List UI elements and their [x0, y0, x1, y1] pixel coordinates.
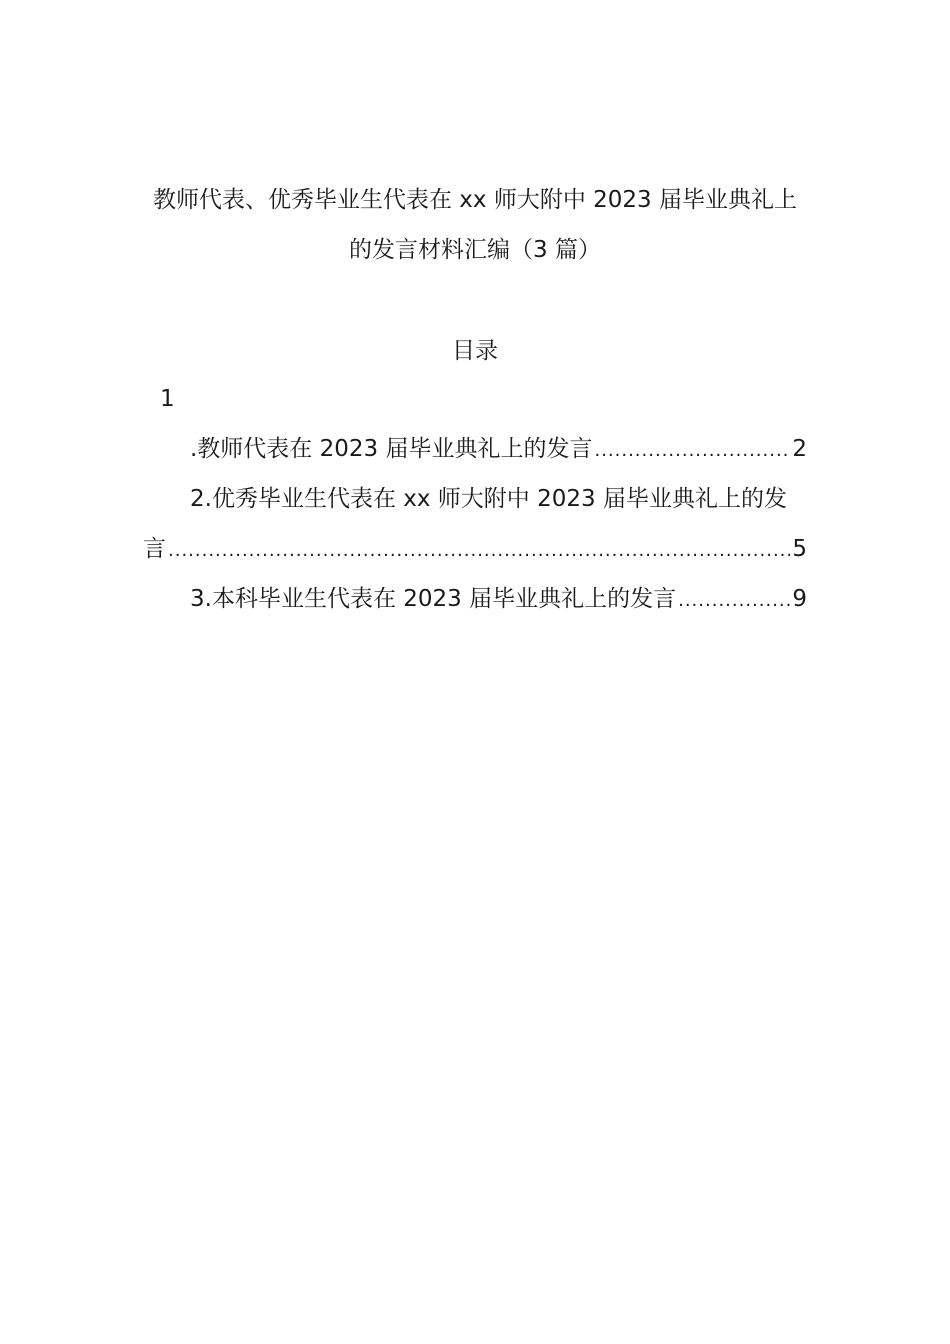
toc-dot-leader: [678, 586, 790, 616]
toc-entry-label: .教师代表在 2023 届毕业典礼上的发言: [190, 436, 593, 462]
toc-entry-2-line-2[interactable]: [143, 534, 807, 566]
toc-leading-number: 1: [160, 386, 175, 412]
toc-entry-label: 2.优秀毕业生代表在 xx 师大附中 2023 届毕业典礼上的发: [190, 486, 787, 512]
toc-entry-label-continued: 言: [143, 536, 166, 562]
document-title-line-2: 的发言材料汇编（3 篇）: [349, 237, 601, 263]
toc-entry-2-line-1[interactable]: [190, 484, 807, 514]
toc-dot-leader: [594, 436, 790, 466]
toc-entry-1[interactable]: [190, 434, 807, 466]
toc-entry-page: 2: [792, 436, 807, 462]
toc-entry-label: 3.本科毕业生代表在 2023 届毕业典礼上的发言: [190, 586, 677, 612]
toc-entry-3[interactable]: [190, 584, 807, 616]
document-title-line-1: 教师代表、优秀毕业生代表在 xx 师大附中 2023 届毕业典礼上: [153, 187, 797, 213]
toc-entry-page: 5: [792, 536, 807, 562]
toc-dot-leader: [168, 536, 790, 566]
toc-entry-page: 9: [792, 586, 807, 612]
toc-heading: 目录: [452, 338, 498, 364]
